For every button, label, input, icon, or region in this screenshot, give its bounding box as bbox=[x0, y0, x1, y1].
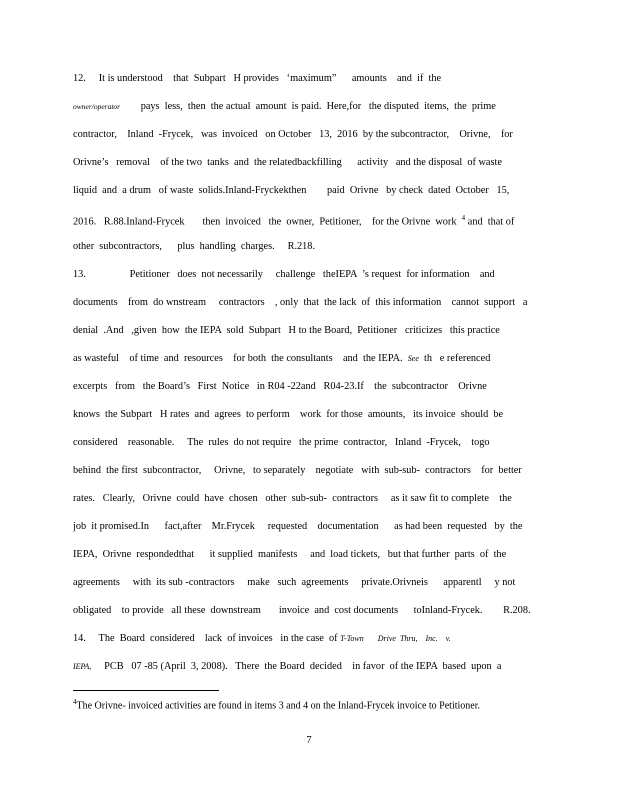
para-13-line-4 bbox=[73, 352, 533, 365]
para-13-line-10: job it promised.In fact,after Mr.Frycek requested documentation as had been requested by the bbox=[73, 521, 523, 532]
para-13-line-6: knows the Subpart H rates and agrees to perform work for those amounts, its invoice should be bbox=[73, 409, 504, 420]
para-14-line-2-text: PCB 07 -85 (April 3, 2008). There the Board decided in favor of the IEPA based upon a bbox=[91, 661, 502, 672]
para-13-line-11: IEPA, Orivne respondedthat it supplied manifests and load tickets, but that further parts of the bbox=[73, 549, 507, 560]
case-name: T-Town Drive Thru, Inc. v. bbox=[340, 634, 451, 643]
footnote-marker: 4 bbox=[73, 698, 77, 706]
para-14-line-2 bbox=[73, 660, 533, 673]
para-12-line-6 bbox=[73, 212, 533, 228]
para-13-line-8: behind the first subcontractor, Orivne, to separately negotiate with sub-sub- contractors for better bbox=[73, 465, 522, 476]
owner-operator-term: owner/operator bbox=[73, 102, 121, 111]
para-12-line-6-text: 2016. R.88.Inland-Frycek then invoiced the owner, Petitioner, for the Orivne work bbox=[73, 216, 457, 228]
page-number: 7 bbox=[306, 735, 312, 746]
para-13-line-1: 13. Petitioner does not necessarily challenge theIEPA ’s request for information and bbox=[73, 269, 495, 280]
para-12-line-2-text: pays less, then the actual amount is paid. Here,for the disputed items, the prime bbox=[140, 101, 496, 112]
para-14-line-1 bbox=[73, 632, 533, 645]
para-13-line-3: denial .And ,given how the IEPA sold Subpart H to the Board, Petitioner criticizes this practice bbox=[73, 325, 500, 336]
para-13-line-2: documents from do wnstream contractors , only that the lack of this information cannot support a bbox=[73, 297, 528, 308]
para-13-line-13: obligated to provide all these downstream invoice and cost documents toInland-Frycek. R.208. bbox=[73, 605, 531, 616]
para-12-line-6-tail: and that of bbox=[465, 216, 515, 228]
footnote-ref: 4 bbox=[461, 214, 466, 222]
para-12-line-3: contractor, Inland -Frycek, was invoiced on October 13, 2016 by the subcontractor, Orivne, for bbox=[73, 129, 513, 140]
footnote bbox=[73, 696, 533, 712]
para-13-line-4-text: as wasteful of time and resources for both the consultants and the IEPA. bbox=[73, 353, 403, 364]
para-13-line-4-tail: th e referenced bbox=[418, 353, 491, 364]
para-12-line-7: other subcontractors, plus handling charges. R.218. bbox=[73, 241, 316, 252]
para-13-line-12: agreements with its sub -contractors make such agreements private.Orivneis apparentl y not bbox=[73, 577, 516, 588]
para-12-line-5: liquid and a drum of waste solids.Inland-Fryckekthen paid Orivne by check dated October 15, bbox=[73, 185, 510, 196]
case-name-iepa: IEPA, bbox=[73, 662, 92, 671]
para-12-line-1: 12. It is understood that Subpart H provides ‘maximum” amounts and if the bbox=[73, 73, 442, 84]
para-13-line-7: considered reasonable. The rules do not require the prime contractor, Inland -Frycek, togo bbox=[73, 437, 490, 448]
footnote-separator bbox=[73, 690, 219, 691]
para-14-line-1-text: 14. The Board considered lack of invoices in the case of bbox=[73, 633, 341, 644]
footnote-text: The Orivne- invoiced activities are found in items 3 and 4 on the Inland-Frycek invoice to Petitioner. bbox=[76, 700, 481, 712]
para-12-line-4: Orivne’s removal of the two tanks and the relatedbackfilling activity and the disposal of waste bbox=[73, 157, 502, 168]
see-signal: See bbox=[407, 354, 419, 363]
para-12-line-2 bbox=[73, 100, 533, 113]
para-13-line-5: excerpts from the Board’s First Notice in R04 -22and R04-23.If the subcontractor Orivne bbox=[73, 381, 487, 392]
para-13-line-9: rates. Clearly, Orivne could have chosen other sub-sub- contractors as it saw fit to complete the bbox=[73, 493, 512, 504]
